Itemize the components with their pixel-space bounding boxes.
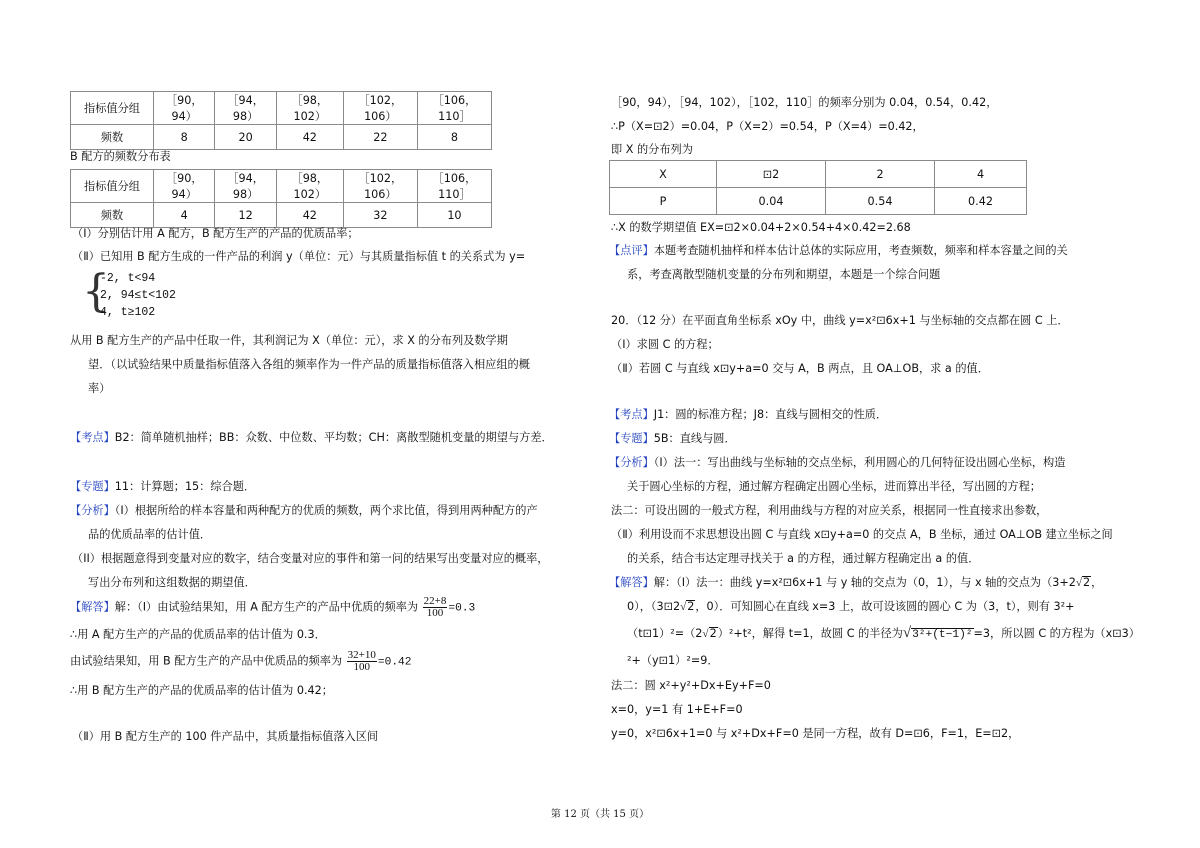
page-footer: 第 12 页（共 15 页） bbox=[550, 809, 650, 820]
table-b-caption: B 配方的频数分布表 bbox=[70, 150, 171, 163]
therefore-line: ∴用 A 配方生产的产品的优质品率的估计值为 0.3． bbox=[70, 628, 326, 641]
sqrt-value: 2 bbox=[687, 600, 695, 613]
table-cell: 20 bbox=[215, 125, 276, 150]
table-cell: X bbox=[610, 161, 717, 188]
table-cell: 8 bbox=[417, 125, 491, 150]
jieda-text-line: 0），（3⊡2√2，0）．可知圆心在直线 x=3 上，故可设该圆的圆心 C 为（3，t），则有 3²+ bbox=[627, 600, 1075, 613]
question-20-part-1: （Ⅰ）求圆 C 的方程； bbox=[611, 338, 719, 351]
text-line: ∴P（X=⊡2）=0.04，P（X=2）=0.54，P（X=4）=0.42， bbox=[611, 120, 924, 133]
table-cell: 2 bbox=[826, 161, 935, 188]
table-cell: ［98，102） bbox=[276, 92, 343, 125]
table-b-frequency bbox=[70, 169, 492, 228]
question-20: 20．（12 分）在平面直角坐标系 xOy 中，曲线 y=x²⊡6x+1 与坐标轴的交点都在圆 C 上． bbox=[611, 314, 1069, 327]
dianping-text-line: 系，考查离散型随机变量的分布列和期望，本题是一个综合问题 bbox=[627, 268, 941, 281]
jieda-text: ）²+t²，解得 t=1，故圆 C 的半径为 bbox=[717, 627, 903, 640]
part-2-line: （Ⅱ）用 B 配方生产的 100 件产品中，其质量指标值落入区间 bbox=[72, 730, 379, 743]
text-line: 即 X 的分布列为 bbox=[611, 143, 693, 156]
fenxi-tag: 【分析】 bbox=[609, 456, 654, 469]
table-cell: ［94，98） bbox=[215, 92, 276, 125]
jieda-line bbox=[70, 596, 475, 619]
fraction-result: =0.3 bbox=[448, 602, 476, 615]
jieda-text: 解：（Ⅰ）由试验结果知，用 A 配方生产的产品中优质的频率为 bbox=[114, 600, 419, 614]
fraction-b bbox=[347, 650, 377, 673]
table-cell: 22 bbox=[343, 125, 417, 150]
table-cell: ［94，98） bbox=[215, 170, 276, 203]
fraction-denominator: 100 bbox=[426, 607, 444, 619]
table-row bbox=[610, 161, 1027, 188]
question-20-part-2: （Ⅱ）若圆 C 与直线 x⊡y+a=0 交与 A，B 两点，且 OA⊥OB，求 a 的值． bbox=[611, 362, 989, 375]
kaodian-text: J1：圆的标准方程；J8：直线与圆相交的性质． bbox=[653, 408, 888, 421]
fenxi-text-line: 品的优质品率的估计值． bbox=[88, 528, 212, 541]
zhuanti-text: 11：计算题；15：综合题． bbox=[114, 480, 256, 493]
table-cell: ⊡2 bbox=[717, 161, 826, 188]
table-row bbox=[71, 203, 492, 228]
table-cell: 频数 bbox=[71, 203, 154, 228]
table-cell: 32 bbox=[343, 203, 417, 228]
fenxi-text-line: （Ⅱ）利用设而不求思想设出圆 C 与直线 x⊡y+a=0 的交点 A，B 坐标，通过 OA⊥OB 建立坐标之间 bbox=[611, 528, 1113, 541]
table-cell: ［90，94） bbox=[154, 170, 215, 203]
table-cell: ［90，94） bbox=[154, 92, 215, 125]
fenxi-text-line: 法二：可设出圆的一般式方程，利用曲线与方程的对应关系，根据同一性直接求出参数， bbox=[611, 504, 1048, 517]
table-cell: 0.42 bbox=[935, 188, 1027, 215]
jieda-text: 由试验结果知，用 B 配方生产的产品中优质品的频率为 bbox=[70, 654, 343, 668]
case-line: 4, t≥102 bbox=[100, 306, 156, 319]
therefore-line: ∴用 B 配方生产的产品的优质品率的估计值为 0.42； bbox=[70, 684, 333, 697]
table-cell: ［106，110］ bbox=[417, 92, 491, 125]
table-cell: 4 bbox=[154, 203, 215, 228]
kaodian-text: B2：简单随机抽样；BB：众数、中位数、平均数；CH：离散型随机变量的期望与方差． bbox=[114, 431, 553, 444]
jieda-text-line: （t⊡1）²=（2√2）²+t²，解得 t=1，故圆 C 的半径为√3²+(t−1)²=3，所以圆 C 的方程为（x⊡3） bbox=[627, 625, 1140, 641]
jieda-text: 0），（3⊡2 bbox=[627, 600, 681, 613]
jieda-line: 【解答】解：（Ⅰ）法一：曲线 y=x²⊡6x+1 与 y 轴的交点为（0，1），与 x 轴的交点为（3+2√2， bbox=[609, 576, 1103, 589]
table-a-frequency bbox=[70, 91, 492, 150]
zhuanti-line bbox=[70, 478, 255, 496]
fenxi-text-line: 写出分布列和这组数据的期望值． bbox=[88, 576, 256, 589]
kaodian-line bbox=[609, 406, 887, 424]
table-cell: 指标值分组 bbox=[71, 92, 154, 125]
piecewise-cases bbox=[100, 270, 176, 321]
table-cell: 10 bbox=[417, 203, 491, 228]
table-cell: 42 bbox=[276, 203, 343, 228]
fenxi-line bbox=[609, 454, 1065, 472]
table-cell: 8 bbox=[154, 125, 215, 150]
table-row bbox=[610, 188, 1027, 215]
text-line: ［90，94），［94，102），［102，110］的频率分别为 0.04，0.54，0.42， bbox=[611, 96, 998, 109]
zhuanti-tag: 【专题】 bbox=[70, 480, 115, 493]
question-text-line: 望．（以试验结果中质量指标值落入各组的频率作为一件产品的质量指标值落入相应组的概 bbox=[88, 358, 530, 371]
fraction-denominator: 100 bbox=[353, 661, 371, 673]
jieda-text-line: ²+（y⊡1）²=9． bbox=[627, 654, 719, 667]
table-cell: 0.54 bbox=[826, 188, 935, 215]
fenxi-text-line: （II）根据题意得到变量对应的数字，结合变量对应的事件和第一问的结果写出变量对应的概率， bbox=[72, 552, 549, 565]
question-text-line: 从用 B 配方生产的产品中任取一件，其利润记为 X（单位：元），求 X 的分布列及数学期 bbox=[70, 334, 508, 347]
sqrt-value: 2 bbox=[709, 627, 717, 640]
table-row bbox=[71, 92, 492, 125]
table-cell: 42 bbox=[276, 125, 343, 150]
table-cell: 0.04 bbox=[717, 188, 826, 215]
table-cell: ［106，110］ bbox=[417, 170, 491, 203]
jieda-text: （t⊡1）²=（2 bbox=[627, 627, 703, 640]
question-part-2: （Ⅱ）已知用 B 配方生成的一件产品的利润 y（单位：元）与其质量指标值 t 的关系式为 y= bbox=[72, 250, 526, 263]
fenxi-text-line: 的关系，结合韦达定理寻找关于 a 的方程，通过解方程确定出 a 的值． bbox=[627, 552, 980, 565]
fraction-a bbox=[423, 596, 448, 619]
jieda-text: ，0）．可知圆心在直线 x=3 上，故可设该圆的圆心 C 为（3，t），则有 3²+ bbox=[695, 600, 1075, 613]
table-cell: ［102，106） bbox=[343, 170, 417, 203]
case-line: 2, 94≤t<102 bbox=[100, 289, 176, 302]
table-cell: 指标值分组 bbox=[71, 170, 154, 203]
fenxi-tag: 【分析】 bbox=[70, 504, 115, 517]
dianping-text: 本题考查随机抽样和样本估计总体的实际应用，考查频数，频率和样本容量之间的关 bbox=[653, 244, 1068, 257]
sqrt-value: 2 bbox=[1083, 576, 1091, 589]
dianping-line bbox=[609, 242, 1068, 260]
case-line: -2, t<94 bbox=[100, 272, 156, 285]
question-text-line: 率） bbox=[88, 382, 111, 395]
jieda-tag: 【解答】 bbox=[609, 576, 654, 589]
table-cell: ［102，106） bbox=[343, 92, 417, 125]
kaodian-line bbox=[70, 429, 553, 447]
method-2-line: y=0，x²⊡6x+1=0 与 x²+Dx+F=0 是同一方程，故有 D=⊡6，F=1，E=⊡2， bbox=[611, 727, 1020, 740]
fenxi-line bbox=[70, 502, 538, 520]
fraction-result: =0.42 bbox=[377, 656, 412, 669]
fraction-numerator: 22+8 bbox=[423, 595, 447, 607]
jieda-text: ， bbox=[1091, 576, 1103, 589]
dianping-tag: 【点评】 bbox=[609, 244, 654, 257]
jieda-line-b bbox=[70, 650, 411, 673]
question-part-1: （Ⅰ）分别估计用 A 配方，B 配方生产的产品的优质品率； bbox=[72, 227, 359, 240]
method-2-line: x=0，y=1 有 1+E+F=0 bbox=[611, 703, 743, 716]
distribution-table bbox=[609, 160, 1027, 215]
table-cell: 12 bbox=[215, 203, 276, 228]
table-row bbox=[71, 170, 492, 203]
expectation-line: ∴X 的数学期望值 EX=⊡2×0.04+2×0.54+4×0.42=2.68 bbox=[611, 221, 911, 234]
brace-symbol: { bbox=[82, 266, 110, 317]
table-cell: P bbox=[610, 188, 717, 215]
table-cell: 4 bbox=[935, 161, 1027, 188]
kaodian-tag: 【考点】 bbox=[70, 431, 115, 444]
fenxi-text: （Ⅰ）法一：写出曲线与坐标轴的交点坐标，利用圆心的几何特征设出圆心坐标，构造 bbox=[653, 456, 1066, 469]
jieda-text: 解：（Ⅰ）法一：曲线 y=x²⊡6x+1 与 y 轴的交点为（0，1），与 x 轴的交点为（3+2 bbox=[653, 576, 1076, 589]
method-2-line: 法二：圆 x²+y²+Dx+Ey+F=0 bbox=[611, 679, 771, 692]
table-cell: 频数 bbox=[71, 125, 154, 150]
table-cell: ［98，102） bbox=[276, 170, 343, 203]
jieda-tag: 【解答】 bbox=[70, 600, 115, 614]
table-row bbox=[71, 125, 492, 150]
fraction-numerator: 32+10 bbox=[347, 649, 376, 661]
zhuanti-text: 5B：直线与圆． bbox=[653, 432, 736, 445]
jieda-text: =3，所以圆 C 的方程为（x⊡3） bbox=[973, 627, 1140, 640]
fenxi-text: （I）根据所给的样本容量和两种配方的优质的频数，两个求比值，得到用两种配方的产 bbox=[114, 504, 538, 517]
piecewise-function bbox=[82, 266, 282, 326]
fenxi-text-line: 关于圆心坐标的方程，通过解方程确定出圆心坐标，进而算出半径，写出圆的方程； bbox=[627, 480, 1041, 493]
kaodian-tag: 【考点】 bbox=[609, 408, 654, 421]
zhuanti-line bbox=[609, 430, 736, 448]
zhuanti-tag: 【专题】 bbox=[609, 432, 654, 445]
sqrt-radius-expression: 3²+(t−1)² bbox=[912, 629, 973, 641]
